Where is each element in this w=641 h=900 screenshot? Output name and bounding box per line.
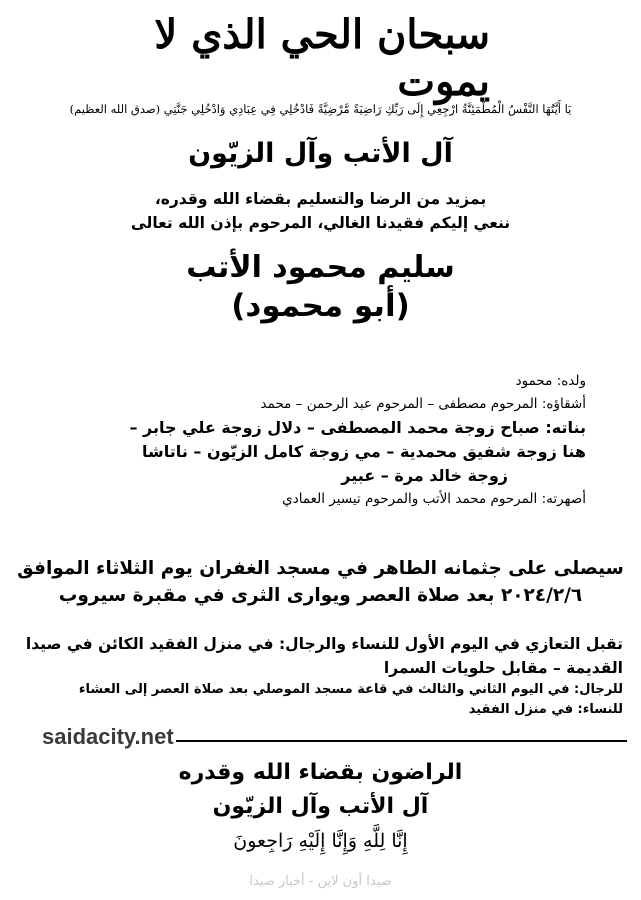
intro-line-1: بمزيد من الرضا والتسليم بقضاء الله وقدره، (154, 190, 487, 208)
closing-line-2: آل الأتب وآل الزيّون (212, 794, 429, 819)
son-line: ولده: محمود (515, 373, 586, 389)
families-title: آل الأتب وآل الزيّون (188, 138, 453, 169)
condolences-line-3: للرجال: في اليوم الثاني والثالث في قاعة مسجد الموصلي بعد صلاة العصر إلى العشاء (78, 682, 623, 697)
daughters-line-3: زوجة خالد مرة – عبير (341, 466, 508, 485)
condolences-details (13, 632, 623, 720)
closing-block (0, 756, 641, 824)
funeral-line-2: ٢٠٢٤/٢/٦ بعد صلاة العصر ويوارى الثرى في مقبرة سيروب (58, 585, 583, 606)
watermark-text: صيدا أون لاين - أخبار صيدا (249, 874, 392, 889)
deceased-kunya: (أبو محمود) (231, 288, 410, 324)
quran-verse: يَا أَيَّتُهَا النَّفْسُ الْمُطْمَئِنَّةُ ارْجِعِي إِلَى رَبِّكِ رَاضِيَةً مَّرْضِيَّةً فَادْخُلِي فِي عِبَادِي وَادْخُلِي جَنَّتِي (صدق الله العظيم) (69, 102, 572, 116)
condolences-line-1: تقبل التعازي في اليوم الأول للنساء والرجال: في منزل الفقيد الكائن في صيدا (25, 635, 623, 653)
deceased-name: سليم محمود الأتب (186, 250, 455, 285)
calligraphy-header: سبحان الحي الذي لا يموت (154, 11, 490, 105)
funeral-details (0, 555, 641, 609)
daughters-line-2: هنا زوجة شفيق محمدية – مي زوجة كامل الزيّون – ناتاشا (142, 442, 586, 461)
intro-line-2: ننعي إليكم فقيدنا الغالي، المرحوم بإذن الله تعالى (130, 214, 511, 232)
funeral-line-1: سيصلى على جثمانه الطاهر في مسجد الغفران يوم الثلاثاء الموافق (17, 558, 624, 579)
intro-text (0, 187, 641, 235)
closing-verse: إِنَّا لِلَّهِ وَإِنَّا إِلَيْهِ رَاجِعونَ (233, 830, 408, 852)
daughters-line-1: بناته: صباح زوجة محمد المصطفى – دلال زوجة علي جابر – (129, 418, 586, 437)
in-laws-line: أصهرته: المرحوم محمد الأتب والمرحوم تيسير العمادي (282, 491, 586, 507)
closing-line-1: الراضون بقضاء الله وقدره (178, 760, 463, 785)
divider-line (172, 740, 627, 742)
condolences-line-4: للنساء: في منزل الفقيد (468, 702, 623, 717)
site-label: saidacity.net (42, 724, 174, 749)
relatives-list (26, 370, 586, 511)
condolences-line-2: القديمة – مقابل حلويات السمرا (383, 659, 623, 677)
brothers-line: أشقاؤه: المرحوم مصطفى – المرحوم عبد الرحمن – محمد (260, 396, 586, 412)
